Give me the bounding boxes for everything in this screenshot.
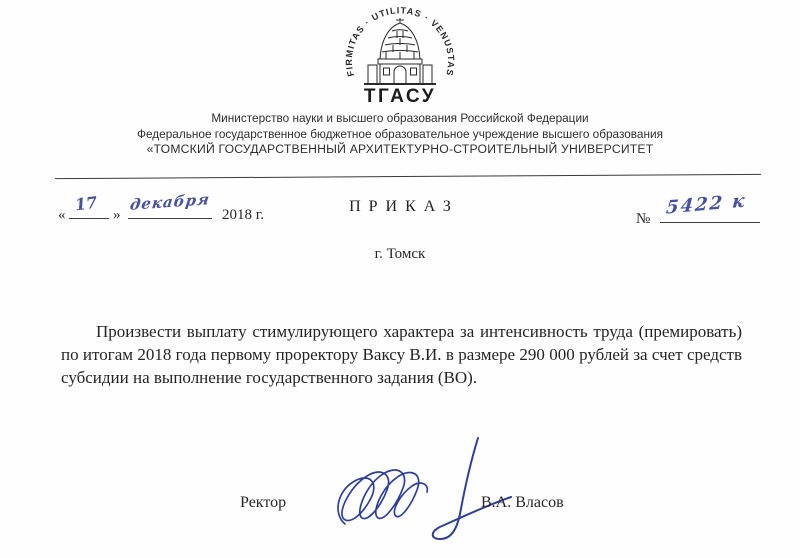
university-name-line: «ТОМСКИЙ ГОСУДАРСТВЕННЫЙ АРХИТЕКТУРНО-СТРОИТЕЛЬНЫЙ УНИВЕРСИТЕТ — [146, 142, 654, 156]
signer-role: Ректор — [240, 494, 287, 511]
order-body-paragraph: Произвести выплату стимулирующего характера за интенсивность труда (премировать) по итогам 2018 года первому проректору Ваксу В.И. в размере 290 000 рублей за счет средств субсидии на выполнение государственного задания (ВО). — [61, 322, 742, 387]
building-dome-icon — [380, 18, 420, 59]
institution-line: Федеральное государственное бюджетное образовательное учреждение высшего образования — [137, 126, 663, 141]
tgasu-emblem-icon — [335, 2, 465, 106]
handwritten-month: декабря — [129, 190, 212, 214]
ministry-line: Министерство науки и высшего образования Российской Федерации — [211, 111, 589, 125]
building-base-icon — [364, 59, 436, 84]
letterhead — [0, 111, 800, 158]
handwritten-number: 5422 к — [665, 190, 748, 219]
university-logo — [335, 2, 465, 106]
header-divider — [55, 174, 761, 179]
number-slot — [660, 190, 760, 223]
order-title: ПРИКАЗ — [349, 198, 459, 215]
signer-name: В.А. Власов — [481, 494, 564, 511]
close-quote: » — [113, 207, 121, 223]
order-city: г. Томск — [374, 246, 426, 262]
number-label: № — [636, 211, 651, 227]
handwritten-signature-icon — [315, 432, 520, 554]
order-number — [636, 190, 760, 228]
logo-motto-text: FIRMITAS · UTILITAS · VENUSTAS — [343, 5, 457, 78]
open-quote: « — [58, 207, 66, 223]
handwritten-day: 17 — [74, 192, 99, 215]
logo-abbr-text: ТГАСУ — [363, 86, 437, 106]
order-year: 2018 г. — [222, 207, 264, 223]
